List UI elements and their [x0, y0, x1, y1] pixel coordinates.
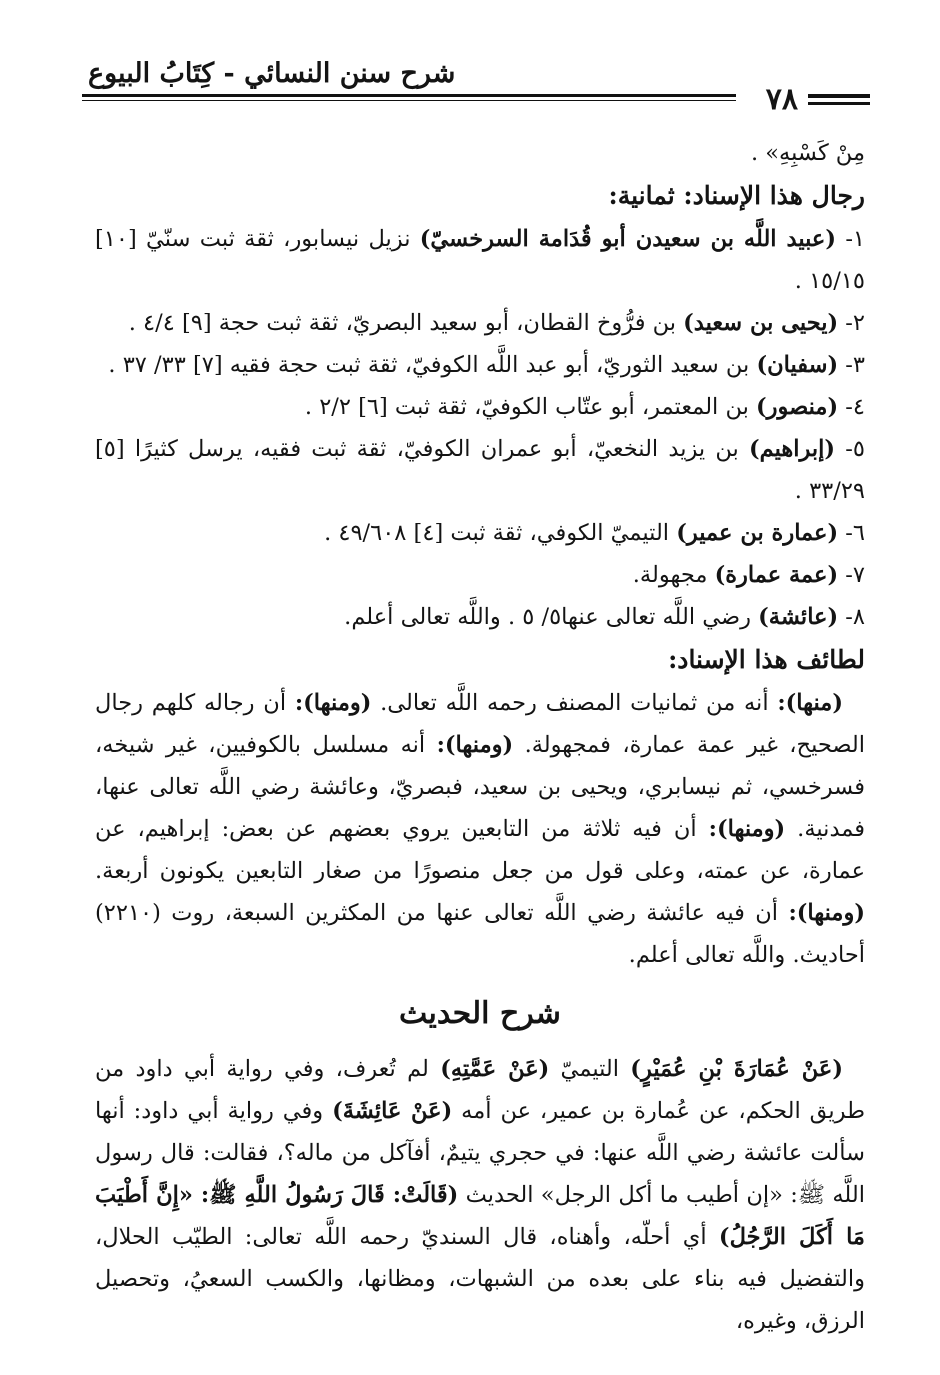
narrators-heading: رجال هذا الإسناد: ثمانية:	[608, 181, 865, 210]
narrator-item	[95, 218, 865, 302]
quoted-text: (عَنْ عُمَارَةَ بْنِ عُمَيْرٍ)	[630, 1056, 843, 1082]
header-rule	[82, 94, 736, 97]
header-rule-right-lower	[808, 102, 870, 105]
explanation-text: وفي رواية أبي داود: أنها سألت عائشة رضي اللَّه عنها: في حجري يتيمٌ، أفآكل من ماله؟، فقالت: قال رسول اللَّه ﷺ: «إن أطيب ما أكل الرجل» الحديث	[95, 1098, 865, 1208]
item-number: ٧-	[845, 562, 865, 588]
narrator-item	[95, 344, 865, 386]
narrator-item	[95, 428, 865, 512]
narrator-item	[95, 554, 865, 596]
narrator-item	[95, 302, 865, 344]
subtlety-text: أنه مسلسل بالكوفيين، غير شيخه، فسرخسي، ثم نيسابري، ويحيى بن سعيد، فبصريّ، وعائشة رضي اللَّه تعالى عنها، فمدنية.	[95, 732, 866, 842]
item-number: ٨-	[845, 604, 865, 630]
hadith-explanation-heading: شرح الحديث	[399, 996, 561, 1031]
narrator-details: التيميّ الكوفي، ثقة ثبت [٤] ٤٩/٦٠٨ .	[324, 520, 677, 546]
narrator-name: (منصور)	[756, 394, 839, 420]
explanation-text: أي أحلّه، وأهناه، قال السنديّ رحمه اللَّه تعالى: الطيّب الحلال، والتفضيل فيه بناء على بعده من الشبهات، ومظانها، والكسب السعيُ، وتحصيل الرزق، وغيره،	[95, 1224, 865, 1334]
narrator-details: رضي اللَّه تعالى عنها٥/ ٥ . واللَّه تعالى أعلم.	[344, 604, 759, 630]
header-rule-right	[808, 94, 870, 98]
header-rule-thin	[82, 100, 736, 101]
subtlety-text: أن فيه عائشة رضي اللَّه تعالى عنها من المكثرين السبعة، روت (٢٢١٠) أحاديث. واللَّه تعالى أعلم.	[95, 900, 865, 968]
subtlety-label: (منها):	[777, 690, 844, 716]
page-number: ٧٨	[765, 82, 798, 117]
narrator-details: بن سعيد الثوريّ، أبو عبد اللَّه الكوفيّ، ثقة ثبت حجة فقيه [٧] ٣٣/ ٣٧ .	[108, 352, 757, 378]
page-header	[70, 52, 870, 122]
narrator-details: مجهولة.	[632, 562, 715, 588]
item-number: ٦-	[845, 520, 865, 546]
narrator-details: بن فرُّوخ القطان، أبو سعيد البصريّ، ثقة ثبت حجة [٩] ٤/٤ .	[128, 310, 684, 336]
subtleties-heading: لطائف هذا الإسناد:	[668, 645, 865, 674]
narrator-details: بن يزيد النخعيّ، أبو عمران الكوفيّ، ثقة ثبت فقيه، يرسل كثيرًا [٥] ٣٣/٢٩ .	[95, 436, 865, 504]
subtlety-label: (ومنها):	[708, 816, 786, 842]
subtlety-label: (ومنها):	[788, 900, 865, 926]
narrator-details: بن المعتمر، أبو عتّاب الكوفيّ، ثقة ثبت [٦] ٢/٢ .	[304, 394, 756, 420]
narrator-name: (عمارة بن عمير)	[676, 520, 839, 546]
narrator-item	[95, 386, 865, 428]
subtlety-label: (ومنها):	[294, 690, 372, 716]
subtlety-text: أن فيه ثلاثة من التابعين يروي بعضهم عن بعض: إبراهيم، عن عمارة، عن عمته، وعلى قول من جعل منصورًا من صغار التابعين يكونون أربعة.	[95, 816, 865, 884]
quoted-text: (قَالَتْ: قَالَ رَسُولُ اللَّهِ ﷺ: «إِنَّ أَطْيَبَ مَا أَكَلَ الرَّجُلُ)	[95, 1182, 865, 1250]
item-number: ٥-	[845, 436, 865, 462]
narrator-name: (عائشة)	[758, 604, 839, 630]
narrator-name: (سفيان)	[756, 352, 839, 378]
narrator-item	[95, 596, 865, 638]
narrator-item	[95, 512, 865, 554]
narrator-name: (يحيى بن سعيد)	[683, 310, 839, 336]
explanation-paragraph	[95, 1048, 865, 1342]
item-number: ٢-	[845, 310, 865, 336]
item-number: ٤-	[845, 394, 865, 420]
narrator-name: (عمة عمارة)	[714, 562, 839, 588]
quoted-text: (عَنْ عَمَّتِهِ)	[440, 1056, 550, 1082]
narrator-name: (عبيد اللَّه بن سعيدن أبو قُدَامة السرخسيّ)	[419, 226, 836, 252]
narrator-details: نزيل نيسابور، ثقة ثبت سنّيّ [١٠] ١٥/١٥ .	[95, 226, 865, 294]
subtleties-paragraph	[95, 682, 865, 976]
explanation-text: لم تُعرف، وفي رواية أبي داود من طريق الحكم، عن عُمارة بن عمير، عن أمه	[95, 1056, 866, 1124]
subtlety-text: أن رجاله كلهم رجال الصحيح، غير عمة عمارة، فمجهولة.	[95, 690, 866, 758]
explanation-text: التيميّ	[549, 1056, 631, 1082]
subtlety-label: (ومنها):	[436, 732, 514, 758]
subtlety-text: أنه من ثمانيات المصنف رحمه اللَّه تعالى.	[380, 690, 769, 716]
running-title: شرح سنن النسائي - كِتَابُ البيوع	[88, 58, 456, 89]
narrator-name: (إبراهيم)	[748, 436, 836, 462]
item-number: ١-	[845, 226, 866, 252]
intro-line: مِنْ كَسْبِهِ» .	[750, 140, 865, 166]
quoted-text: (عَنْ عَائِشَةَ)	[332, 1098, 453, 1124]
page-content	[95, 132, 865, 1342]
item-number: ٣-	[845, 352, 865, 378]
